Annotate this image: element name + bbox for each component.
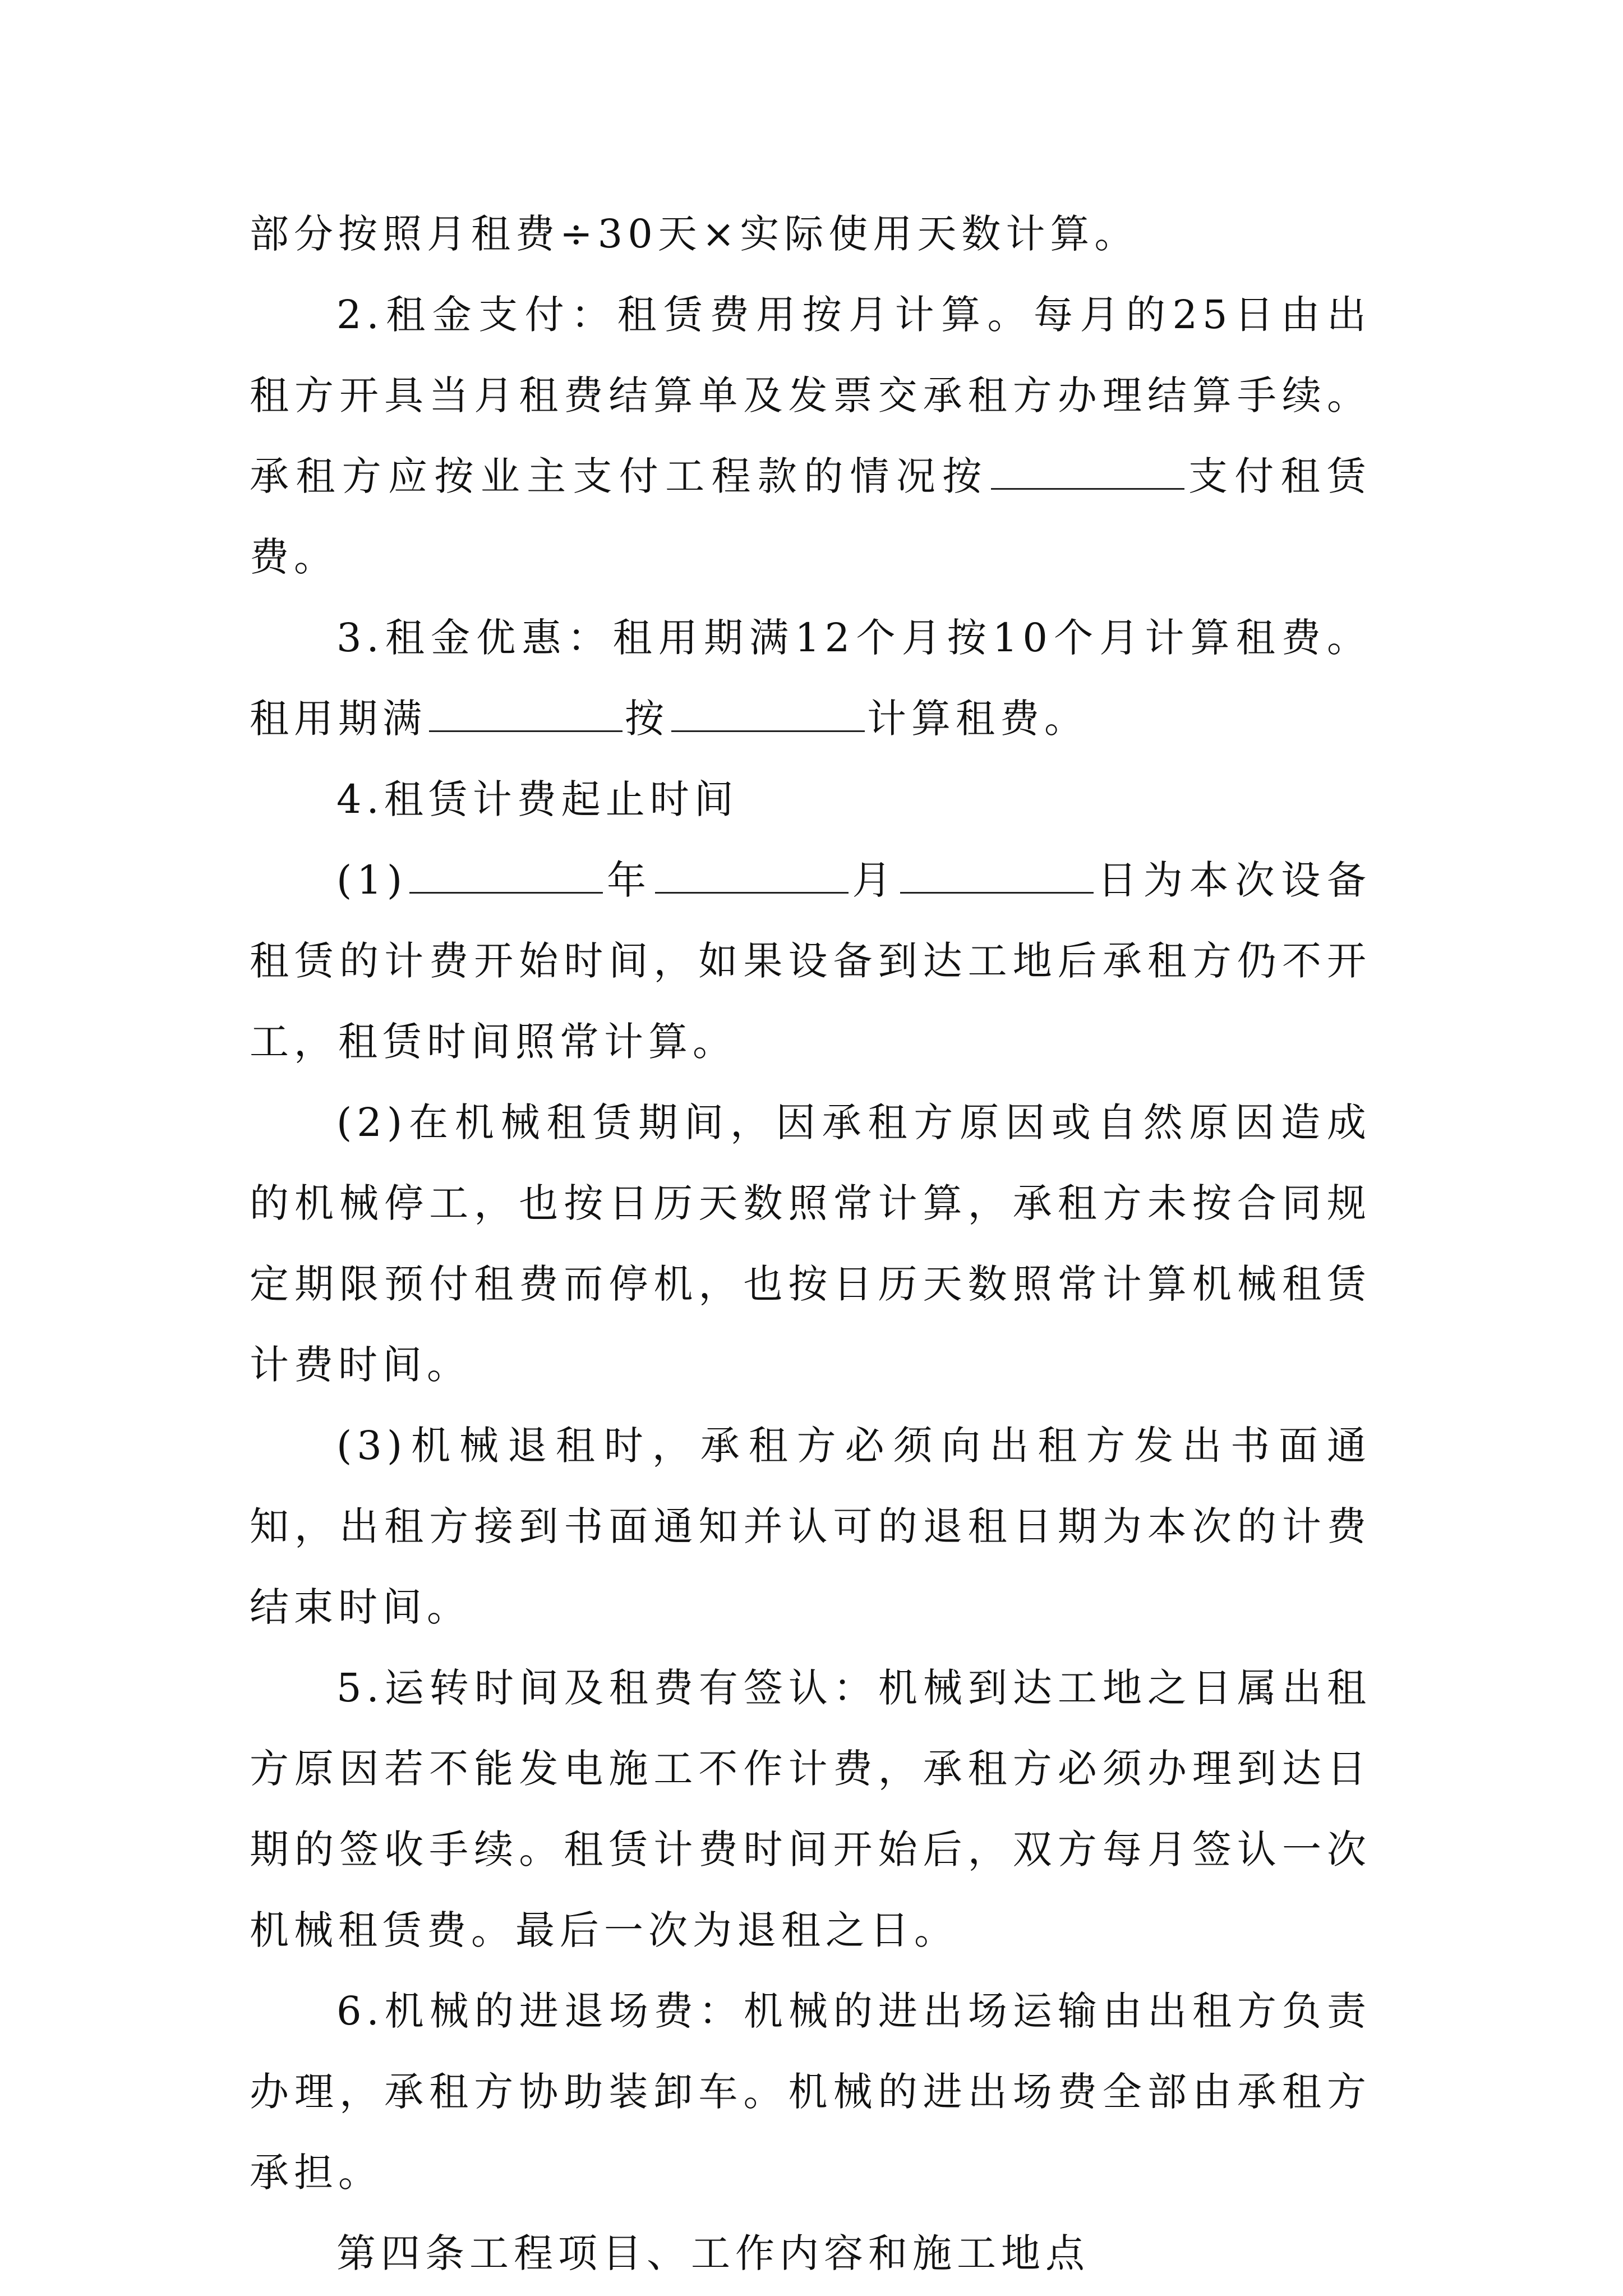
paragraph-return-notice bbox=[250, 1405, 1371, 1648]
paragraph-text: 2.租金支付：租赁费用按月计算。每月的25日由出租方开具当月租费结算单及发票交承租方办理结算手续。承租方应按业主支付工程款的情况按 bbox=[250, 292, 1371, 499]
paragraph-text: (3)机械退租时，承租方必须向出租方发出书面通知，出租方接到书面通知并认可的退租日期为本次的计费结束时间。 bbox=[250, 1423, 1371, 1630]
blank-fill-line bbox=[655, 861, 849, 894]
paragraph-text: 年 bbox=[605, 857, 653, 903]
paragraph-text: 计算租费。 bbox=[867, 696, 1089, 742]
blank-fill-line bbox=[991, 457, 1184, 490]
paragraph-billing-start bbox=[250, 840, 1371, 1082]
section-heading-article-four bbox=[250, 2213, 1371, 2294]
paragraph-text: 按 bbox=[625, 696, 669, 742]
blank-fill-line bbox=[671, 699, 865, 732]
paragraph-rent-calculation-continued bbox=[250, 194, 1371, 274]
paragraph-text: 日为本次设备租赁的计费开始时间，如果设备到达工地后承租方仍不开工，租赁时间照常计算。 bbox=[250, 857, 1372, 1065]
paragraph-text: 6.机械的进退场费：机械的进出场运输由出租方负责办理，承租方协助装卸车。机械的进出场费全部由承租方承担。 bbox=[250, 1988, 1371, 2196]
paragraph-text: 部分按照月租费÷30天×实际使用天数计算。 bbox=[250, 211, 1139, 257]
blank-fill-line bbox=[900, 861, 1094, 894]
paragraph-text: 3.租金优惠：租用期满12个月按10个月计算租费。租用期满 bbox=[250, 615, 1371, 742]
paragraph-text: (1) bbox=[336, 857, 408, 903]
paragraph-text: 第四条工程项目、工作内容和施工地点 bbox=[336, 2230, 1090, 2276]
paragraph-text: 5.运转时间及租费有签认：机械到达工地之日属出租方原因若不能发电施工不作计费，承租方必须办理到达日期的签收手续。租赁计费时间开始后，双方每月签认一次机械租赁费。最后一次为退租之日。 bbox=[250, 1665, 1371, 1953]
paragraph-operation-time bbox=[250, 1648, 1371, 1971]
paragraph-text: 月 bbox=[850, 857, 898, 903]
paragraph-rent-discount bbox=[250, 597, 1371, 759]
paragraph-billing-period-heading bbox=[250, 759, 1371, 840]
paragraph-entry-exit-fee bbox=[250, 1971, 1371, 2213]
document-body bbox=[250, 194, 1371, 2294]
paragraph-text: (2)在机械租赁期间，因承租方原因或自然原因造成的机械停工，也按日历天数照常计算，承租方未按合同规定期限预付租费而停机，也按日历天数照常计算机械租赁计费时间。 bbox=[250, 1099, 1371, 1388]
paragraph-rent-payment bbox=[250, 274, 1371, 597]
paragraph-text: 支付租赁费。 bbox=[250, 453, 1372, 580]
blank-fill-line bbox=[429, 699, 623, 732]
paragraph-text: 4.租赁计费起止时间 bbox=[336, 776, 739, 822]
blank-fill-line bbox=[409, 861, 603, 894]
paragraph-machine-downtime bbox=[250, 1082, 1371, 1405]
